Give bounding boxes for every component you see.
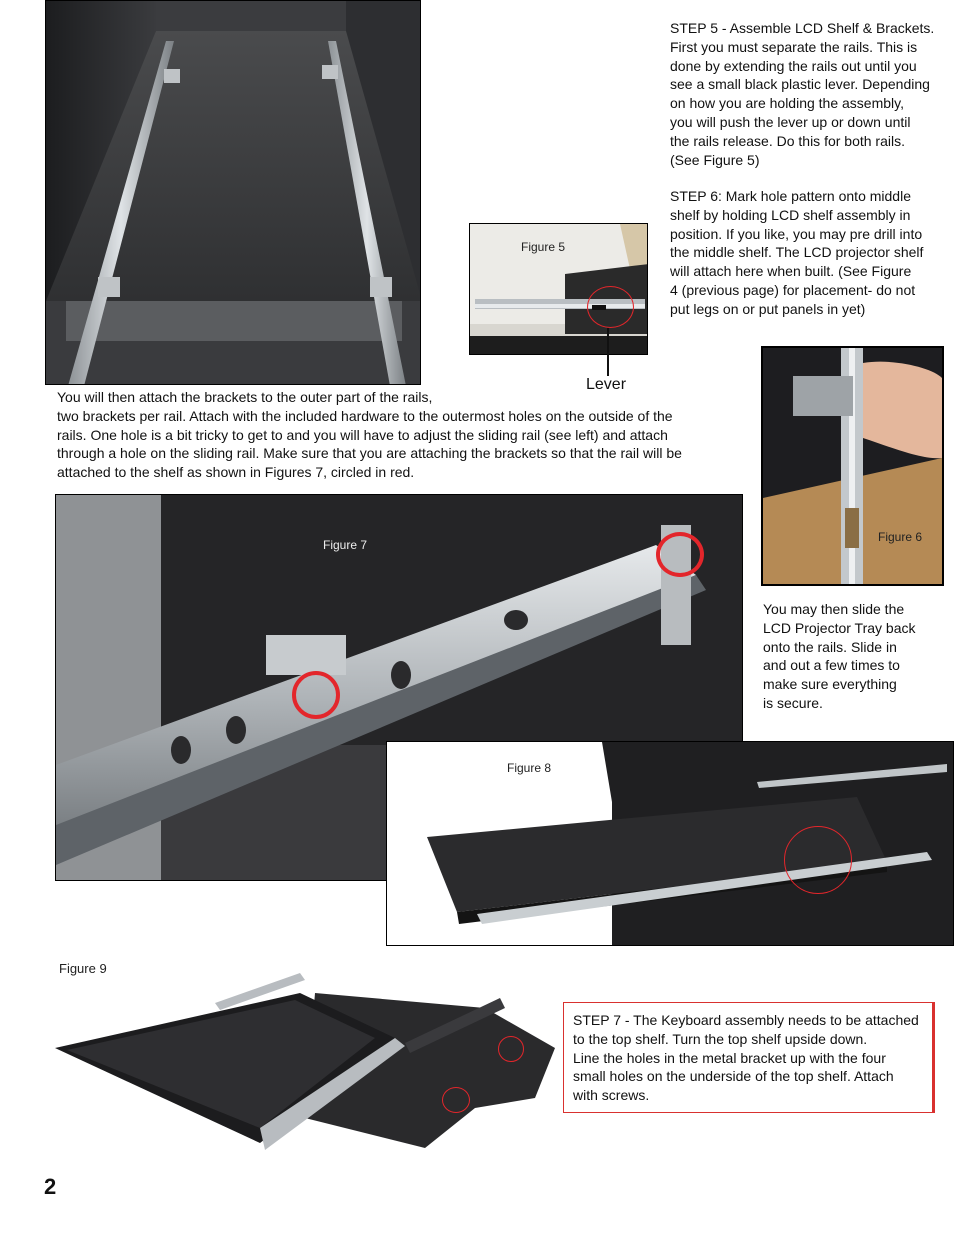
step7-line: STEP 7 - The Keyboard assembly needs to be attached	[573, 1012, 919, 1028]
step7-line: to the top shelf. Turn the top shelf upside down.	[573, 1030, 868, 1047]
figure7-callout-circle-left	[292, 671, 340, 719]
slide-line: make sure everything	[763, 676, 897, 693]
step7-box	[563, 1002, 935, 1113]
slide-line: is secure.	[763, 694, 823, 711]
slide-line: and out a few times to	[763, 657, 900, 674]
step6-line: position. If you like, you may pre drill into	[670, 225, 923, 242]
step5-line: (See Figure 5)	[670, 151, 760, 168]
step5-line: see a small black plastic lever. Depending	[670, 76, 930, 93]
page-number: 2	[44, 1174, 57, 1199]
step5-line: the rails release. Do this for both rails.	[670, 132, 905, 149]
figure6-photo	[761, 346, 944, 586]
step7-line: small holes on the underside of the top shelf. Attach	[573, 1068, 894, 1085]
slide-line: You may then slide the	[763, 601, 905, 617]
step6-line: STEP 6: Mark hole pattern onto middle	[670, 188, 911, 204]
brackets-instructions	[57, 388, 737, 482]
step6-line: the middle shelf. The LCD projector shelf	[670, 244, 924, 261]
figure8-photo	[386, 741, 954, 946]
figure9-keyboard-tray-illustration	[55, 968, 565, 1158]
brackets-line: rails. One hole is a bit tricky to get to and you will have to adjust the sliding rail (see left) and attach	[57, 426, 668, 443]
step5-line: done by extending the rails out until you	[670, 57, 917, 74]
brackets-line: through a hole on the sliding rail. Make sure that you are attaching the brackets so that the rail will be	[57, 445, 682, 462]
figure7-label: Figure 7	[323, 538, 368, 552]
step6-line: 4 (previous page) for placement- do not	[670, 281, 916, 298]
figure9-callout-circle-upper	[498, 1036, 524, 1062]
cabinet-rails-illustration	[46, 1, 421, 385]
step5-line: you will push the lever up or down until	[670, 113, 911, 130]
figure6-rail-illustration	[763, 348, 942, 584]
figure8-tray-illustration	[387, 742, 954, 946]
figure6-label: Figure 6	[878, 530, 923, 544]
figure7-callout-circle-right	[656, 532, 704, 577]
step6-line: will attach here when built. (See Figure	[670, 263, 912, 280]
cabinet-rails-photo	[45, 0, 421, 385]
step6-instructions	[670, 187, 950, 319]
figure8-label: Figure 8	[507, 761, 552, 775]
slide-line: LCD Projector Tray back	[763, 619, 916, 636]
brackets-line: attached to the shelf as shown in Figures 7, circled in red.	[57, 464, 415, 481]
step5-line: on how you are holding the assembly,	[670, 95, 904, 112]
step5-line: STEP 5 - Assemble LCD Shelf & Brackets.	[670, 20, 935, 36]
lever-callout-line	[607, 328, 609, 376]
step7-line: with screws.	[573, 1087, 650, 1104]
step5-line: First you must separate the rails. This is	[670, 38, 918, 55]
step6-line: put legs on or put panels in yet)	[670, 300, 866, 317]
figure5-label: Figure 5	[521, 240, 566, 254]
figure9-photo	[55, 968, 565, 1158]
brackets-line: two brackets per rail. Attach with the included hardware to the outermost holes on the outside of the	[57, 407, 673, 424]
slide-tray-instructions	[763, 600, 943, 713]
figure9-callout-circle-lower	[442, 1087, 470, 1113]
lever-callout-label: Lever	[586, 376, 627, 393]
lever-callout-circle	[587, 286, 634, 328]
figure8-callout-circle	[784, 826, 852, 894]
slide-line: onto the rails. Slide in	[763, 638, 897, 655]
figure9-label: Figure 9	[59, 961, 107, 976]
step6-line: shelf by holding LCD shelf assembly in	[670, 206, 911, 223]
brackets-line: You will then attach the brackets to the outer part of the rails,	[57, 389, 433, 405]
step5-instructions	[670, 19, 950, 169]
step7-line: Line the holes in the metal bracket up with the four	[573, 1049, 886, 1066]
step7-instructions	[573, 1011, 923, 1105]
